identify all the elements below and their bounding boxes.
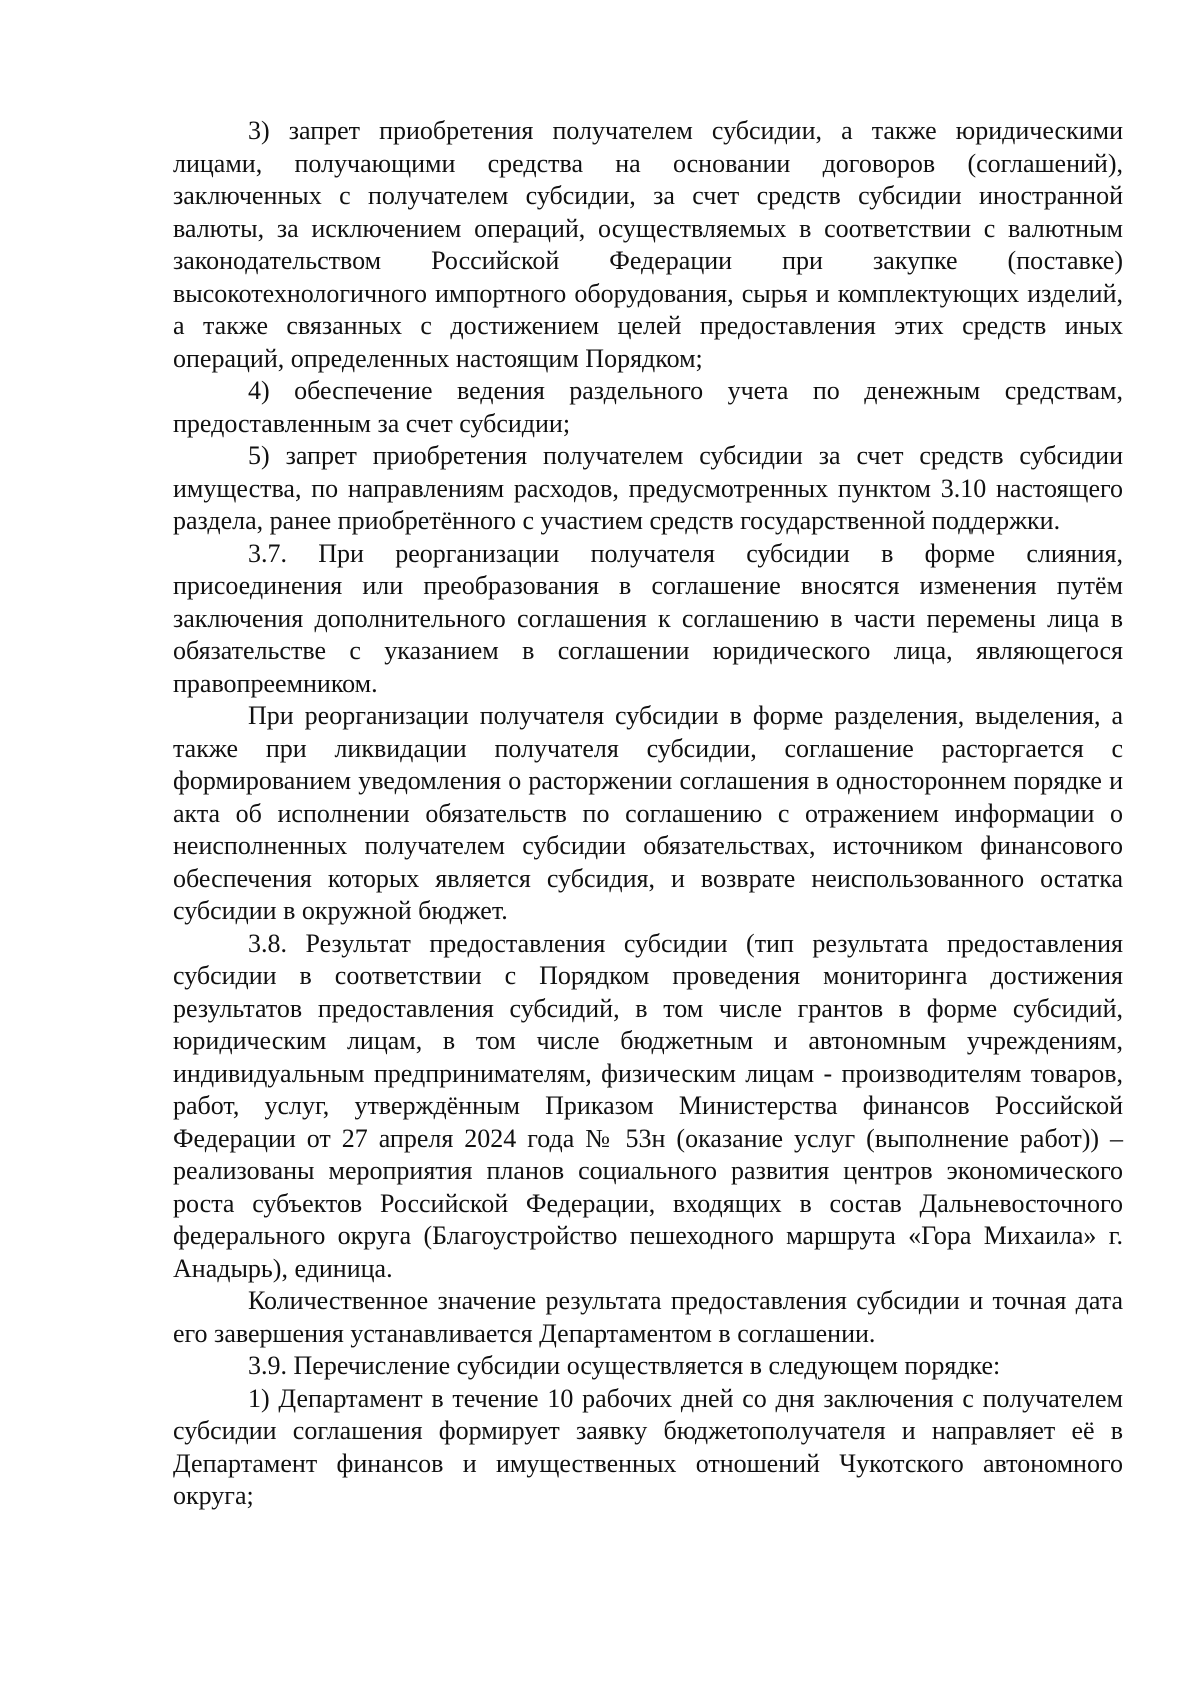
paragraph-3-8-quantity: Количественное значение результата предоставления субсидии и точная дата его завершения устанавливается Департаментом в соглашении. [173,1286,1123,1348]
paragraph-item-5-property-purchase: 5) запрет приобретения получателем субсидии за счет средств субсидии имущества, по направлениям расходов, предусмотренных пунктом 3.10 настоящего раздела, ранее приобретённого с участием средств государственной поддержки. [173,441,1123,535]
paragraph-3-9-transfer: 3.9. Перечисление субсидии осуществляется в следующем порядке: [248,1351,1001,1380]
paragraph-item-3-foreign-currency: 3) запрет приобретения получателем субсидии, а также юридическими лицами, получающими средства на основании договоров (соглашений), заключенных с получателем субсидии, за счет средств субсидии иностранной валюты, за исключением операций, осуществляемых в соответствии с валютным законодательством Российской Федерации при закупке (поставке) высокотехнологичного импортного оборудования, сырья и комплектующих изделий, а также связанных с достижением целей предоставления этих средств иных операций, определенных настоящим Порядком; [173,116,1123,373]
paragraph-3-9-item-1: 1) Департамент в течение 10 рабочих дней со дня заключения с получателем субсидии соглашения формирует заявку бюджетополучателя и направляет её в Департамент финансов и имущественных отношений Чукотского автономного округа; [173,1383,1123,1510]
paragraph-item-4-separate-accounting: 4) обеспечение ведения раздельного учета по денежным средствам, предоставленным за счет субсидии; [173,376,1123,438]
paragraph-3-7-reorganization: 3.7. При реорганизации получателя субсидии в форме слияния, присоединения или преобразования в соглашение вносятся изменения путём заключения дополнительного соглашения к соглашению в части перемены лица в обязательстве с указанием в соглашении юридического лица, являющегося правопреемником. [173,538,1123,698]
document-page [173,115,1123,1513]
paragraph-3-7-liquidation: При реорганизации получателя субсидии в форме разделения, выделения, а также при ликвидации получателя субсидии, соглашение расторгается с формированием уведомления о расторжении соглашения в одностороннем порядке и акта об исполнении обязательств по соглашению с отражением информации о неисполненных получателем субсидии обязательствах, источником финансового обеспечения которых является субсидия, и возврате неиспользованного остатка субсидии в окружной бюджет. [173,701,1123,925]
paragraph-3-8-result: 3.8. Результат предоставления субсидии (тип результата предоставления субсидии в соответствии с Порядком проведения мониторинга достижения результатов предоставления субсидий, в том числе грантов в форме субсидий, юридическим лицам, в том числе бюджетным и автономным учреждениям, индивидуальным предпринимателям, физическим лицам - производителям товаров, работ, услуг, утверждённым Приказом Министерства финансов Российской Федерации от 27 апреля 2024 года № 53н (оказание услуг (выполнение работ)) – реализованы мероприятия планов социального развития центров экономического роста субъектов Российской Федерации, входящих в состав Дальневосточного федерального округа (Благоустройство пешеходного маршрута «Гора Михаила» г. Анадырь), единица. [173,928,1123,1283]
